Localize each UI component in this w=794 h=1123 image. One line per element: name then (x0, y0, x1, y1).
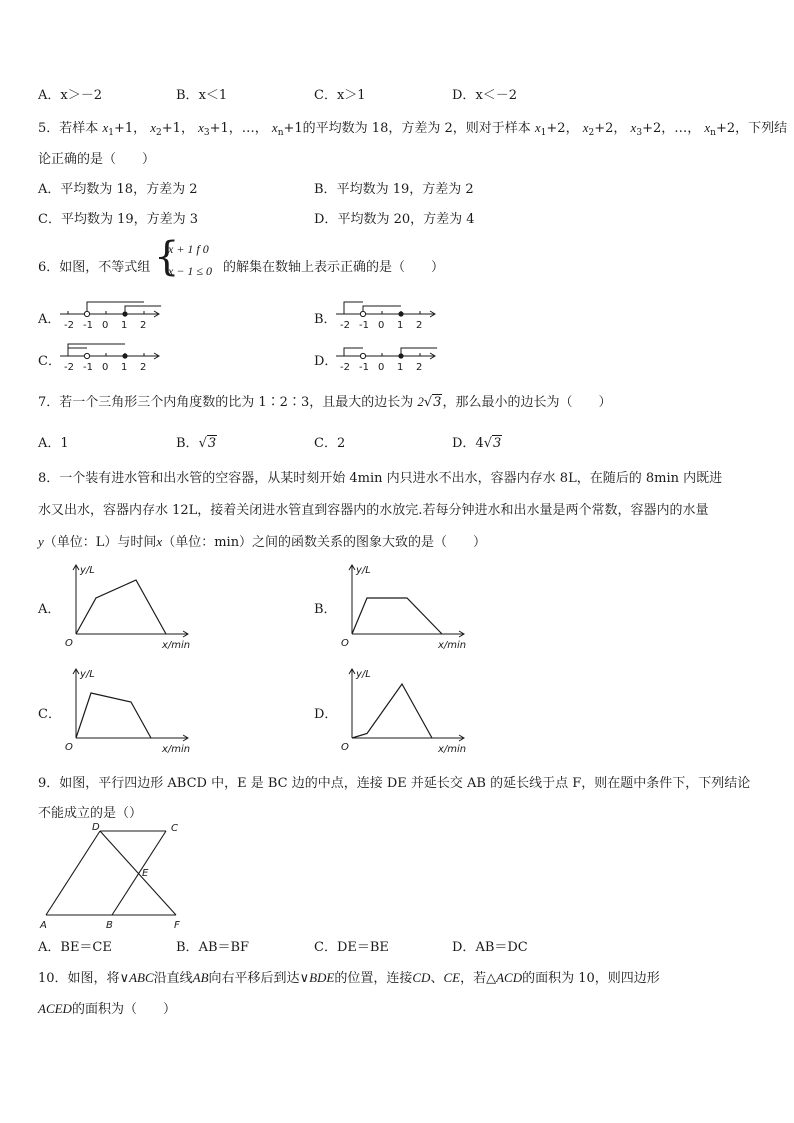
q8-option-c[interactable]: C． (38, 707, 61, 722)
q6-inequality-1: x + 1 f 0 (168, 242, 209, 256)
q9-stem-line1: 9．如图，平行四边形 ABCD 中，E 是 BC 边的中点，连接 DE 并延长交 AB 的延长线于点 F，则在题中条件下，下列结论 (38, 776, 751, 791)
q7-option-c[interactable]: C．2 (314, 436, 346, 451)
tick-label: 1 (121, 362, 128, 372)
hollow-point (360, 353, 365, 358)
q6-number-line-b (334, 296, 439, 330)
x-axis-label: x/min (438, 744, 467, 755)
tick-label: 1 (397, 320, 404, 330)
q9-parallelogram-figure (36, 820, 196, 932)
q8-stem-line3: y（单位：L）与时间x（单位：min）之间的函数关系的图象大致的是（ ） (38, 534, 487, 550)
y-axis-label: y/L (80, 669, 95, 680)
q9-option-d[interactable]: D．AB＝DC (452, 940, 528, 955)
point-b-label: B (106, 920, 113, 931)
tick-label: 2 (416, 362, 423, 372)
q10-stem-line2: ACED的面积为（ ） (38, 1001, 176, 1017)
q9-stem-line2: 不能成立的是（） (38, 806, 143, 821)
tick-label: -1 (83, 362, 93, 372)
tick-label: 0 (378, 362, 385, 372)
point-d-label: D (92, 822, 100, 833)
q6-option-b[interactable]: B． (314, 312, 337, 327)
solid-point (122, 353, 127, 358)
hollow-point (360, 311, 365, 316)
point-e-label: E (142, 868, 149, 879)
q6-brace: { (154, 234, 180, 280)
solid-point (122, 311, 127, 316)
q8-stem-line1: 8．一个装有进水管和出水管的空容器，从某时刻开始 4min 内只进水不出水，容器内存水 8L，在随后的 8min 内既进 (38, 471, 723, 486)
q8-stem-line2: 水又出水，容器内存水 12L，接着关闭进水管直到容器内的水放完.若每分钟进水和出水量是两个常数，容器内的水量 (38, 503, 709, 518)
tick-label: 0 (378, 320, 385, 330)
q6-option-a[interactable]: A． (38, 312, 61, 327)
q6-number: 6．如图，不等式组 (38, 260, 151, 275)
q8-graph-b (338, 562, 478, 652)
solution-ray (87, 302, 144, 314)
segment-ad (46, 831, 100, 915)
tick-label: -2 (340, 362, 350, 372)
q5-option-d[interactable]: D．平均数为 20，方差为 4 (314, 212, 475, 227)
q8-option-d[interactable]: D． (314, 707, 338, 722)
q8-graph-c (62, 666, 202, 756)
y-axis-label: y/L (356, 669, 371, 680)
q5-stem-line2: 论正确的是（ ） (38, 152, 156, 167)
water-volume-curve (352, 684, 432, 738)
tick-label: -2 (64, 362, 74, 372)
solution-ray (125, 306, 161, 314)
q8-option-b[interactable]: B． (314, 602, 337, 617)
q5-option-b[interactable]: B．平均数为 19，方差为 2 (314, 182, 474, 197)
q8-graph-d (338, 666, 478, 756)
origin-label: O (341, 638, 349, 649)
q6-option-c[interactable]: C． (38, 354, 61, 369)
q8-option-a[interactable]: A． (38, 602, 61, 617)
tick-label: 0 (102, 320, 109, 330)
q7-option-d[interactable]: D．4√3 (452, 436, 502, 451)
x-axis-label: x/min (438, 640, 467, 651)
q6-inequality-2: x − 1 ≤ 0 (168, 264, 213, 278)
x-axis-label: x/min (162, 744, 191, 755)
tick-label: 0 (102, 362, 109, 372)
tick-label: -1 (359, 320, 369, 330)
point-c-label: C (171, 823, 178, 834)
q9-option-c[interactable]: C．DE＝BE (314, 940, 389, 955)
x-axis-label: x/min (162, 640, 191, 651)
point-f-label: F (174, 920, 180, 931)
origin-label: O (341, 742, 349, 753)
q6-number-line-d (334, 338, 439, 372)
origin-label: O (65, 742, 73, 753)
tick-label: -1 (359, 362, 369, 372)
q4-option-d[interactable]: D．x＜－2 (452, 88, 518, 103)
segment-df (100, 831, 176, 915)
q6-number-line-a (58, 296, 163, 330)
solution-ray (401, 348, 437, 356)
solution-ray (68, 344, 125, 356)
solid-point (398, 353, 403, 358)
q4-option-c[interactable]: C．x＞1 (314, 88, 366, 103)
solid-point (398, 311, 403, 316)
water-volume-curve (76, 580, 166, 634)
q5-stem-line1: 5．若样本 $x_1+1$， $x_2+1$， $x_3+1$，…， $x_n+1$的平均数为 18，方差为 2，则对于样本 $x_1+2$， $x_2+2$， $x_3+2$，…， $x_n+2$，下列结 (38, 120, 788, 138)
q5-option-a[interactable]: A．平均数为 18，方差为 2 (38, 182, 198, 197)
origin-label: O (65, 638, 73, 649)
q9-option-b[interactable]: B．AB＝BF (176, 940, 250, 955)
point-a-label: A (40, 920, 47, 931)
q7-option-a[interactable]: A．1 (38, 436, 69, 451)
tick-label: -2 (340, 320, 350, 330)
q6-suffix: 的解集在数轴上表示正确的是（ ） (223, 260, 445, 275)
q7-option-b[interactable]: B．√3 (176, 436, 217, 451)
hollow-point (84, 353, 89, 358)
q6-number-line-c (58, 338, 163, 372)
solution-ray (344, 302, 363, 314)
tick-label: -2 (64, 320, 74, 330)
q6-option-d[interactable]: D． (314, 354, 338, 369)
tick-label: 2 (140, 320, 147, 330)
tick-label: 1 (397, 362, 404, 372)
tick-label: -1 (83, 320, 93, 330)
segment-bc (112, 831, 166, 915)
y-axis-label: y/L (356, 565, 371, 576)
q5-option-c[interactable]: C．平均数为 19，方差为 3 (38, 212, 199, 227)
q7-stem: 7．若一个三角形三个内角度数的比为 1∶2∶3，且最大的边长为 2√3，那么最小的边长为（ ） (38, 394, 612, 410)
y-axis-label: y/L (80, 565, 95, 576)
tick-label: 2 (416, 320, 423, 330)
q4-option-b[interactable]: B．x＜1 (176, 88, 228, 103)
water-volume-curve (76, 693, 151, 738)
tick-label: 2 (140, 362, 147, 372)
q4-option-a[interactable]: A．x＞－2 (38, 88, 102, 103)
water-volume-curve (352, 598, 442, 634)
tick-label: 1 (121, 320, 128, 330)
q8-graph-a (62, 562, 202, 652)
q9-option-a[interactable]: A．BE＝CE (38, 940, 112, 955)
q10-stem-line1: 10．如图，将∨ABC沿直线AB向右平移后到达∨BDE的位置，连接CD、CE，若△ACD的面积为 10，则四边形 (38, 970, 660, 986)
hollow-point (84, 311, 89, 316)
